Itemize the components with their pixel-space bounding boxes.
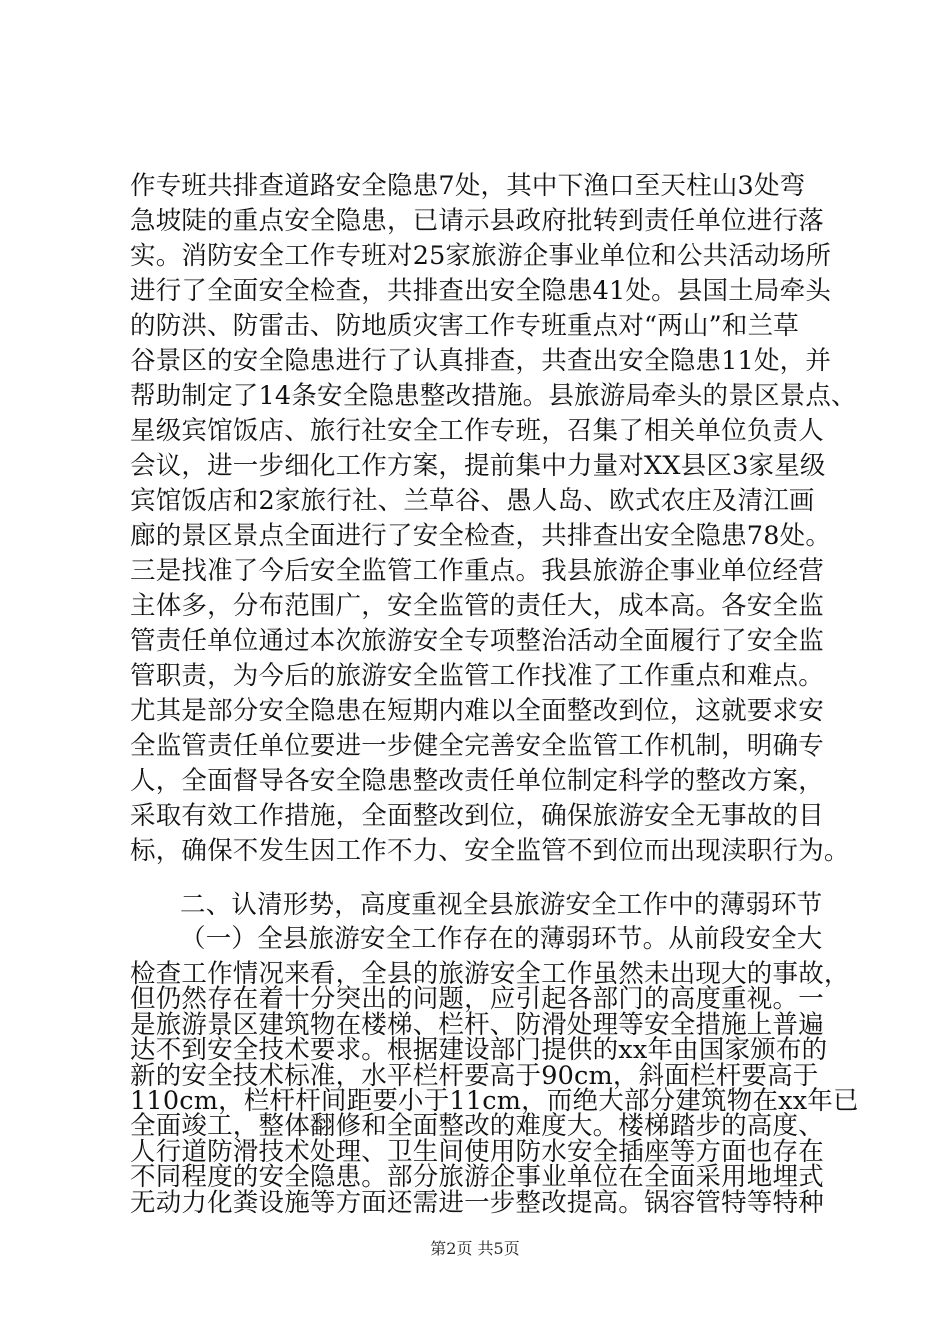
paragraph-line: 新的安全技术标准，水平栏杆要高于90cm，斜面栏杆要高于: [130, 1060, 819, 1091]
section-heading: 二、认清形势，高度重视全县旅游安全工作中的薄弱环节: [180, 890, 823, 920]
paragraph-line: 实。消防安全工作专班对25家旅游企事业单位和公共活动场所: [130, 241, 832, 271]
paragraph-line: 110cm，栏杆杆间距要小于11cm，而绝大部分建筑物在xx年已: [130, 1086, 859, 1116]
paragraph-line: 廊的景区景点全面进行了安全检查，共排查出安全隐患78处。: [130, 521, 832, 551]
paragraph-line: 标，确保不发生因工作不力、安全监管不到位而出现渎职行为。: [130, 836, 850, 866]
paragraph-line: 宾馆饭店和2家旅行社、兰草谷、愚人岛、欧式农庄及清江画: [130, 486, 815, 516]
paragraph-line: 人行道防滑技术处理、卫生间使用防水安全插座等方面也存在: [130, 1136, 824, 1167]
paragraph-line: 尤其是部分安全隐患在短期内难以全面整改到位，这就要求安: [130, 696, 824, 726]
paragraph-line: 谷景区的安全隐患进行了认真排查，共查出安全隐患11处，并: [130, 346, 832, 376]
paragraph-line: 全面竣工，整体翻修和全面整改的难度大。楼梯踏步的高度、: [130, 1111, 824, 1142]
paragraph-line: 主体多，分布范围广，安全监管的责任大，成本高。各安全监: [130, 591, 824, 621]
paragraph-line: 采取有效工作措施，全面整改到位，确保旅游安全无事故的目: [130, 801, 824, 831]
paragraph-line: 无动力化粪设施等方面还需进一步整改提高。锅容管特等特种: [130, 1187, 824, 1218]
paragraph-line: 是旅游景区建筑物在楼梯、栏杆、防滑处理等安全措施上普遍: [130, 1009, 824, 1040]
paragraph-line: 的防洪、防雷击、防地质灾害工作专班重点对“两山”和兰草: [130, 311, 799, 341]
paragraph-line: 管责任单位通过本次旅游安全专项整治活动全面履行了安全监: [130, 626, 824, 656]
paragraph-line: 急坡陡的重点安全隐患，已请示县政府批转到责任单位进行落: [130, 206, 824, 236]
paragraph-line: 帮助制定了14条安全隐患整改措施。县旅游局牵头的景区景点、: [130, 381, 857, 411]
paragraph-line: 检查工作情况来看，全县的旅游安全工作虽然未出现大的事故，: [130, 959, 850, 989]
paragraph-line: 作专班共排查道路安全隐患7处，其中下渔口至天柱山3处弯: [130, 171, 806, 201]
paragraph-line: （一）全县旅游安全工作存在的薄弱环节。从前段安全大: [180, 924, 823, 954]
paragraph-line: 全监管责任单位要进一步健全完善安全监管工作机制，明确专: [130, 731, 824, 761]
paragraph-line: 会议，进一步细化工作方案，提前集中力量对XX县区3家星级: [130, 451, 826, 481]
paragraph-line: 但仍然存在着十分突出的问题，应引起各部门的高度重视。一: [130, 984, 824, 1015]
page-number: 第2页 共5页: [430, 1239, 520, 1258]
paragraph-line: 星级宾馆饭店、旅行社安全工作专班，召集了相关单位负责人: [130, 416, 824, 446]
paragraph-line: 达不到安全技术要求。根据建设部门提供的xx年由国家颁布的: [130, 1035, 828, 1066]
paragraph-line: 不同程度的安全隐患。部分旅游企事业单位在全面采用地埋式: [130, 1162, 824, 1193]
paragraph-line: 管职责，为今后的旅游安全监管工作找准了工作重点和难点。: [130, 661, 824, 691]
paragraph-line: 进行了全面安全检查，共排查出安全隐患41处。县国土局牵头: [130, 276, 832, 306]
paragraph-line: 人，全面督导各安全隐患整改责任单位制定科学的整改方案，: [130, 766, 824, 796]
paragraph-line: 三是找准了今后安全监管工作重点。我县旅游企事业单位经营: [130, 556, 824, 586]
